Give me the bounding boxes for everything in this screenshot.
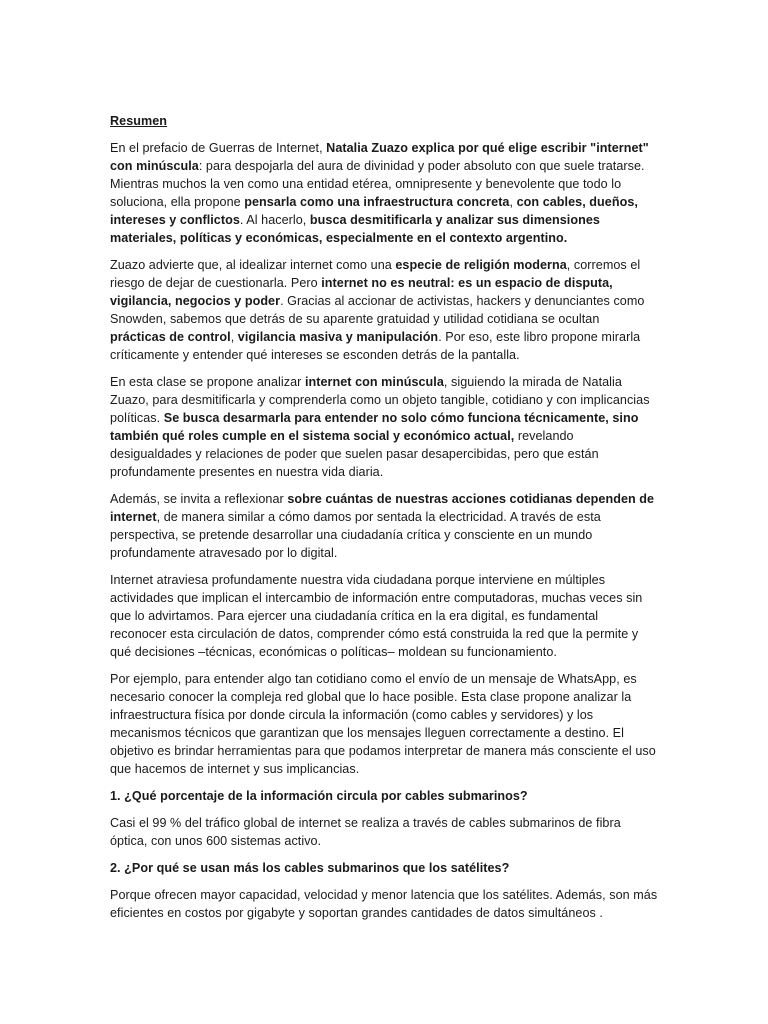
answer-paragraph: Casi el 99 % del tráfico global de internet se realiza a través de cables submarinos de fibra óptica, con unos 600 sistemas activo. xyxy=(110,816,621,848)
text-run: Internet atraviesa profundamente nuestra vida ciudadana porque interviene en múltiples actividades que implican el intercambio de información entre computadoras, muchas veces sin que lo advirtamos. Para ejercer una ciudadanía crítica en la era digital, es fundamental reconocer esta circulación de datos, comprender cómo está construida la red que la permite y qué decisiones –técnicas, económicas o políticas– moldean su funcionamiento. xyxy=(110,573,643,659)
question-heading: 1. ¿Qué porcentaje de la información circula por cables submarinos? xyxy=(110,789,528,803)
text-run: : para despojarla del aura de divinidad y poder absoluto con que suele tratarse. Mientras muchos la ven como una entidad etérea, omnipresente y benevolente que todo lo soluciona, ella propone xyxy=(110,159,645,209)
text-run: En esta clase se propone analizar xyxy=(110,375,305,389)
body-paragraph xyxy=(110,571,658,661)
bold-text-run: pensarla como una infraestructura concreta xyxy=(244,195,510,209)
text-run: , siguiendo la mirada de Natalia Zuazo, para desmitificarla y comprenderla como un objeto tangible, cotidiano y con implicancias políticas. xyxy=(110,375,650,425)
body-paragraph xyxy=(110,670,658,778)
text-run: , de manera similar a cómo damos por sentada la electricidad. A través de esta perspectiva, se pretende desarrollar una ciudadanía crítica y consciente en un mundo profundamente atravesado por lo digital. xyxy=(110,510,601,560)
text-run: Por ejemplo, para entender algo tan cotidiano como el envío de un mensaje de WhatsApp, es necesario conocer la compleja red global que lo hace posible. Esta clase propone analizar la infraestructura física por donde circula la información (como cables y servidores) y los mecanismos técnicos que garantizan que los mensajes lleguen correctamente a destino. El objetivo es brindar herramientas para que podamos interpretar de manera más consciente el uso que hacemos de internet y sus implicancias. xyxy=(110,672,656,776)
text-run: , xyxy=(509,195,517,209)
bold-text-run: Se busca desarmarla para entender no solo cómo funciona técnicamente, sino también qué roles cumple en el sistema social y económico actual, xyxy=(110,411,639,443)
bold-text-run: Natalia Zuazo explica por qué elige escribir "internet" con minúscula xyxy=(110,141,649,173)
text-run: , corremos el riesgo de dejar de cuestionarla. Pero xyxy=(110,258,641,290)
question-heading: 2. ¿Por qué se usan más los cables submarinos que los satélites? xyxy=(110,861,510,875)
text-run: , xyxy=(230,330,238,344)
body-paragraph xyxy=(110,490,658,562)
bold-text-run: internet con minúscula xyxy=(304,375,444,389)
text-run: . Gracias al accionar de activistas, hackers y denunciantes como Snowden, sabemos que detrás de su aparente gratuidad y utilidad cotidiana se ocultan xyxy=(110,294,645,326)
bold-text-run: sobre cuántas de nuestras acciones cotidianas dependen de internet xyxy=(110,492,655,524)
document-page xyxy=(110,112,658,931)
bold-text-run: internet no es neutral: es un espacio de disputa, vigilancia, negocios y poder xyxy=(110,276,613,308)
document-heading: Resumen xyxy=(110,114,168,128)
answer-paragraph: Porque ofrecen mayor capacidad, velocidad y menor latencia que los satélites. Además, son más eficientes en costos por gigabyte y soportan grandes cantidades de datos simultáneos . xyxy=(110,888,658,920)
body-paragraph xyxy=(110,373,658,481)
text-run: Zuazo advierte que, al idealizar internet como una xyxy=(110,258,396,272)
body-paragraph xyxy=(110,256,658,364)
text-run: . Al hacerlo, xyxy=(239,213,310,227)
text-run: Además, se invita a reflexionar xyxy=(110,492,288,506)
document-body xyxy=(110,139,658,778)
bold-text-run: con cables, dueños, intereses y conflictos xyxy=(110,195,638,227)
question-answer-section xyxy=(110,787,658,922)
bold-text-run: prácticas de control xyxy=(110,330,231,344)
bold-text-run: vigilancia masiva y manipulación xyxy=(237,330,439,344)
text-run: En el prefacio de Guerras de Internet, xyxy=(110,141,327,155)
body-paragraph xyxy=(110,139,658,247)
bold-text-run: busca desmitificarla y analizar sus dimensiones materiales, políticas y económicas, especialmente en el contexto argentino. xyxy=(110,213,600,245)
text-run: revelando desigualdades y relaciones de poder que suelen pasar desapercibidas, pero que están profundamente presentes en nuestra vida diaria. xyxy=(110,429,599,479)
text-run: . Por eso, este libro propone mirarla críticamente y entender qué intereses se esconden detrás de la pantalla. xyxy=(110,330,641,362)
bold-text-run: especie de religión moderna xyxy=(395,258,567,272)
